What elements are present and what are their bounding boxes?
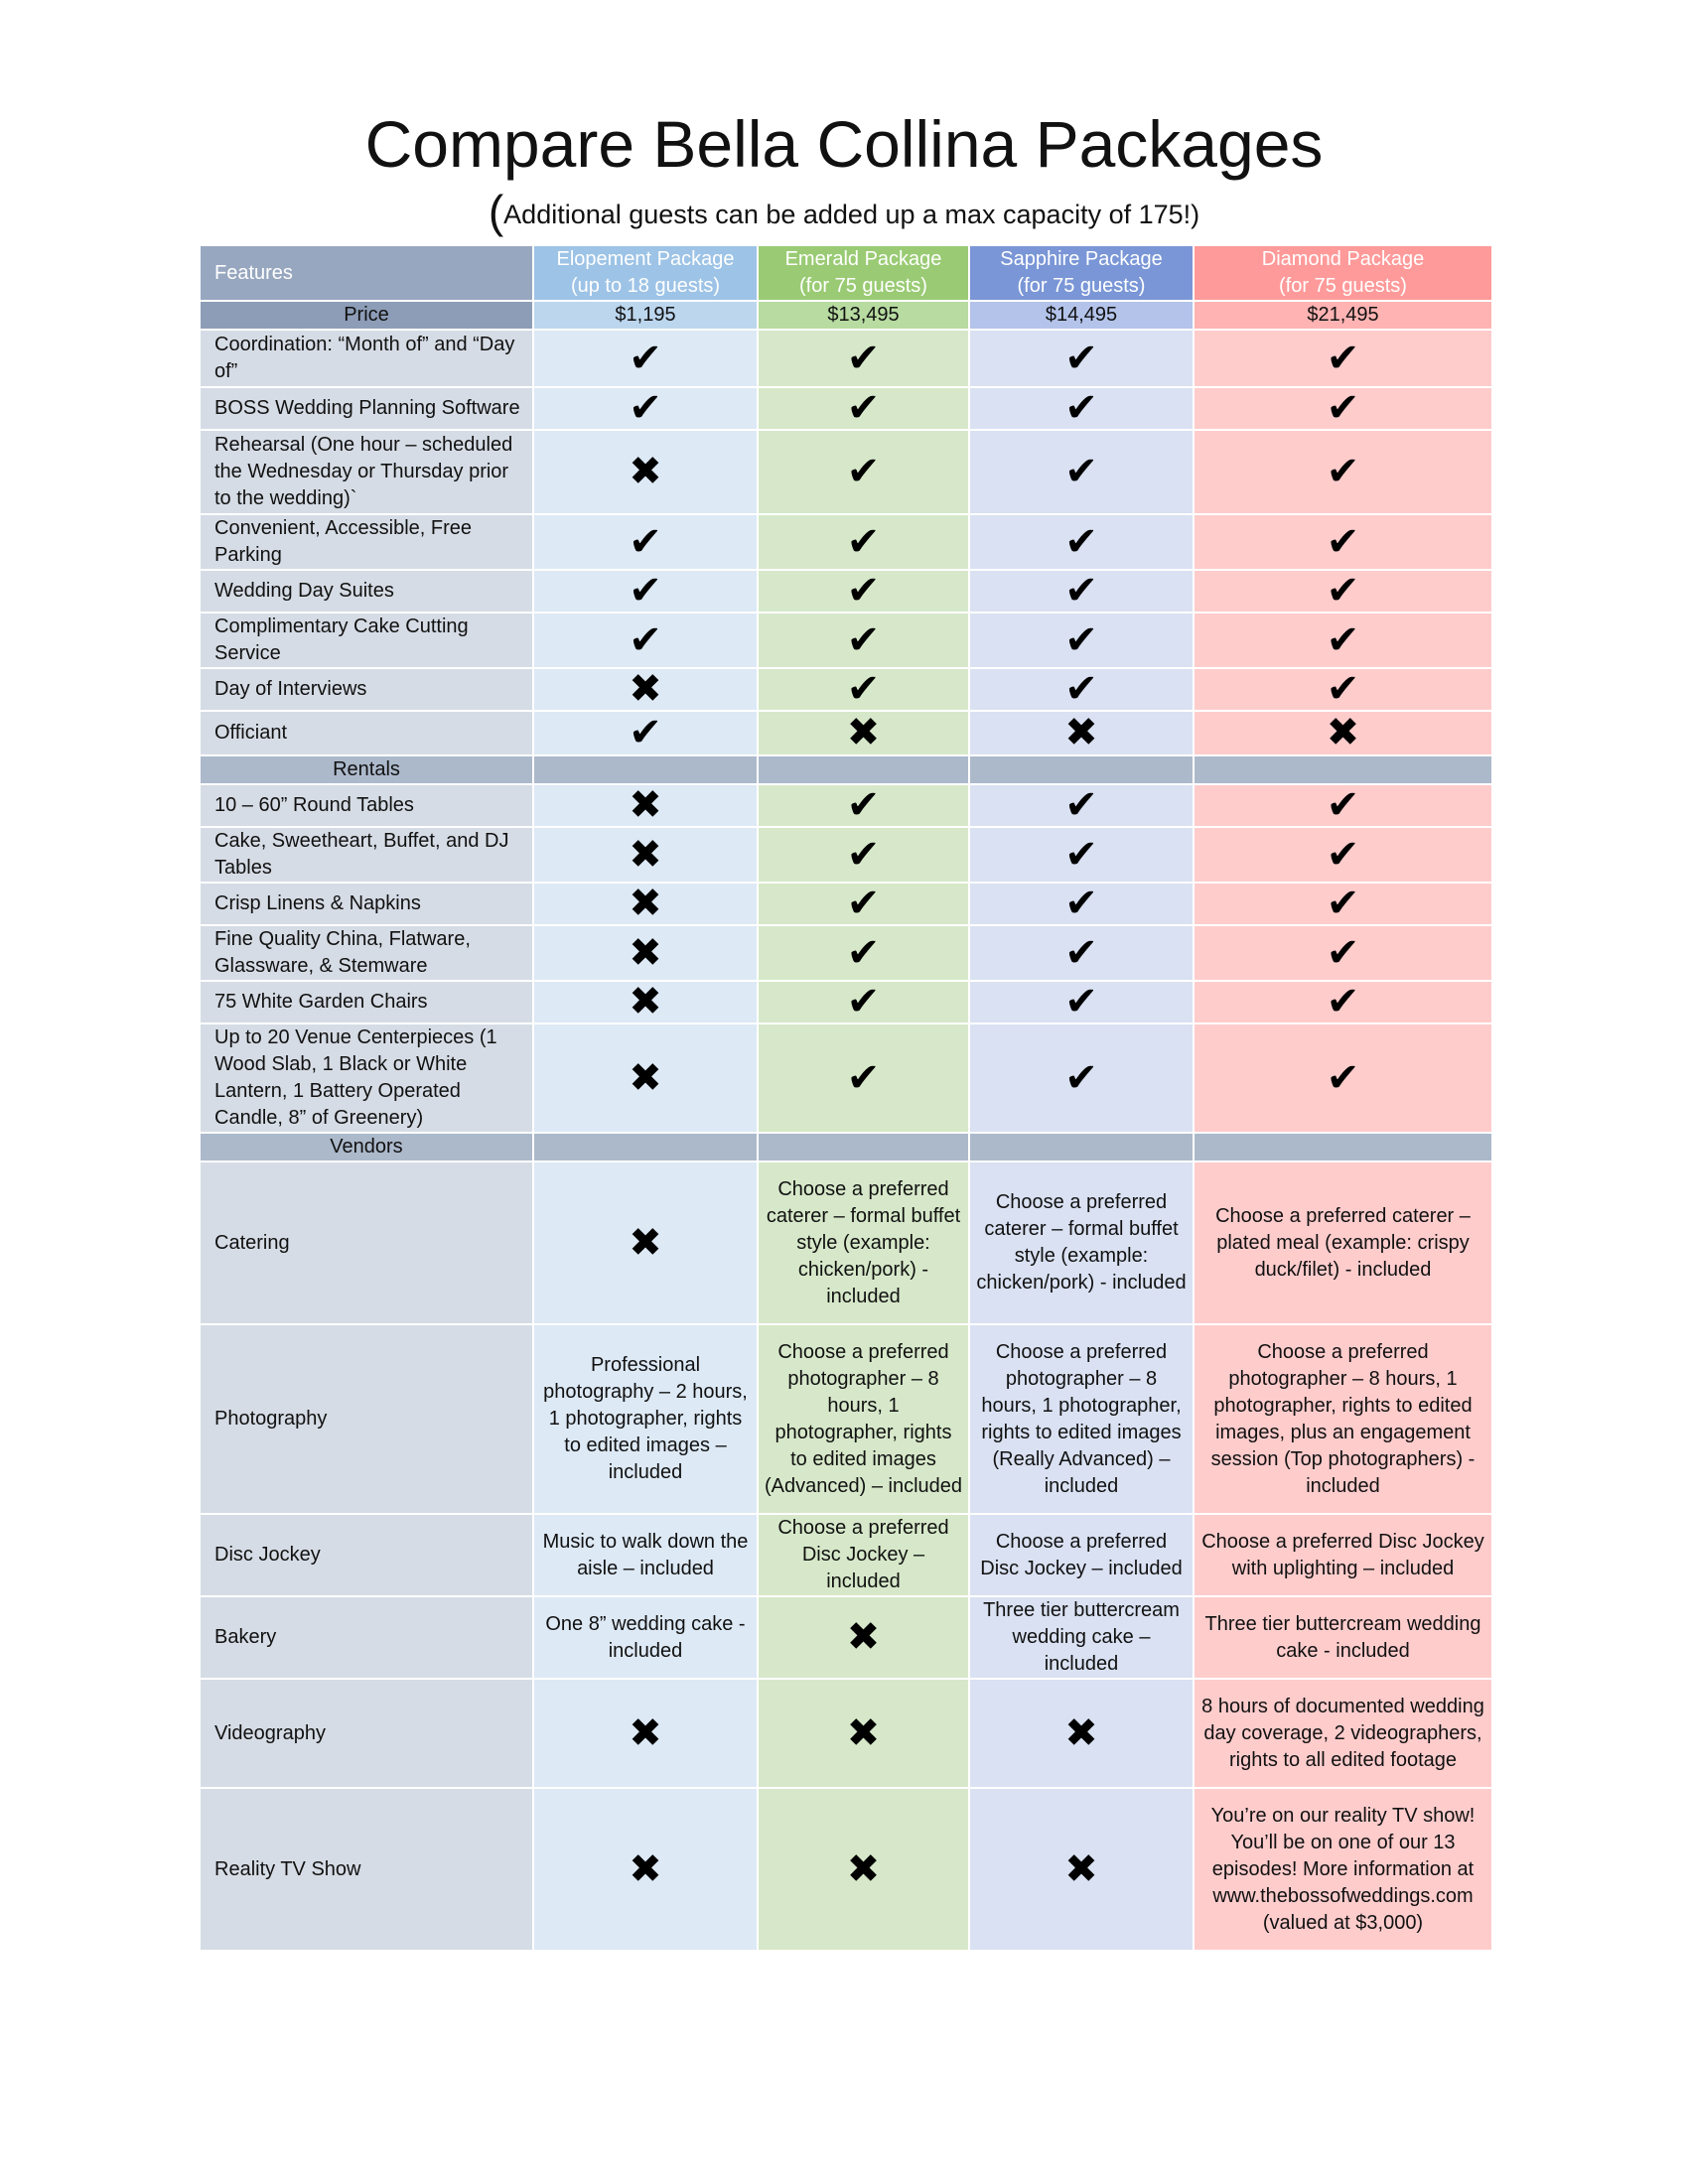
feature-cell [969,883,1194,925]
feature-cell [1194,330,1492,387]
table-row [200,784,1492,827]
feature-detail: Three tier buttercream wedding cake - included [1194,1596,1492,1679]
checkmark-icon: ✔ [1064,449,1098,494]
checkmark-icon: ✔ [629,335,662,381]
feature-cell [533,613,758,668]
elopement-header [533,245,758,301]
cross-icon: ✖ [629,831,662,878]
feature-cell [533,981,758,1024]
feature-cell [969,514,1194,570]
cross-icon: ✖ [629,1219,662,1266]
cross-icon: ✖ [1064,1709,1098,1756]
diamond-header [1194,245,1492,301]
feature-cell [758,668,969,711]
checkmark-icon: ✔ [1064,616,1098,663]
feature-cell [758,430,969,514]
package-name: Sapphire Package [1000,248,1163,270]
feature-label: Photography [200,1324,533,1514]
feature-cell [1194,570,1492,613]
feature-cell [1194,668,1492,711]
feature-cell [1194,1024,1492,1133]
checkmark-icon: ✔ [846,981,881,1024]
section-cell [533,1133,758,1161]
feature-cell [758,387,969,430]
feature-label: Catering [200,1161,533,1324]
table-row [200,1161,1492,1324]
checkmark-icon: ✔ [1326,981,1360,1024]
feature-detail: Choose a preferred photographer – 8 hours, 1 photographer, rights to edited images (Really Advanced) – included [969,1324,1194,1514]
checkmark-icon: ✔ [846,883,881,925]
checkmark-icon: ✔ [1326,449,1360,494]
checkmark-icon: ✔ [1326,831,1360,878]
feature-cell [969,570,1194,613]
subtitle-text: Additional guests can be added up a max capacity of 175!) [503,200,1200,229]
package-capacity: (for 75 guests) [1017,275,1146,297]
feature-cell [758,330,969,387]
section-cell [758,755,969,784]
feature-cell [758,514,969,570]
table-row [200,570,1492,613]
feature-cell [1194,981,1492,1024]
feature-cell [969,387,1194,430]
price-label: Price [200,301,533,330]
feature-cell [969,1679,1194,1788]
feature-detail: Music to walk down the aisle – included [533,1514,758,1596]
checkmark-icon: ✔ [1064,929,1098,976]
checkmark-icon: ✔ [846,570,881,613]
checkmark-icon: ✔ [846,1054,881,1101]
feature-label: BOSS Wedding Planning Software [200,387,533,430]
feature-cell [969,925,1194,981]
cross-icon: ✖ [629,883,662,925]
table-row [200,430,1492,514]
section-cell [969,755,1194,784]
table-row [200,1024,1492,1133]
feature-cell [533,883,758,925]
feature-cell [1194,430,1492,514]
feature-label: Crisp Linens & Napkins [200,883,533,925]
checkmark-icon: ✔ [846,831,881,878]
checkmark-icon: ✔ [1326,668,1360,711]
price-value: $13,495 [758,301,969,330]
checkmark-icon: ✔ [1064,981,1098,1024]
checkmark-icon: ✔ [1326,387,1360,430]
feature-label: Convenient, Accessible, Free Parking [200,514,533,570]
package-name: Diamond Package [1261,248,1425,270]
feature-detail: You’re on our reality TV show! You’ll be on one of our 13 episodes! More information at www.thebossofweddings.com (valued at $3,000) [1194,1788,1492,1951]
cross-icon: ✖ [629,981,662,1024]
section-row [200,1133,1492,1161]
checkmark-icon: ✔ [1064,570,1098,613]
checkmark-icon: ✔ [846,335,881,381]
checkmark-icon: ✔ [846,449,881,494]
feature-cell [758,1596,969,1679]
feature-cell [533,330,758,387]
feature-cell [969,668,1194,711]
feature-cell [758,827,969,883]
feature-cell [1194,784,1492,827]
feature-detail: Choose a preferred Disc Jockey – included [758,1514,969,1596]
table-row [200,613,1492,668]
cross-icon: ✖ [846,711,881,755]
feature-cell [533,430,758,514]
table-row [200,668,1492,711]
feature-cell [969,784,1194,827]
feature-cell [533,387,758,430]
feature-label: Coordination: “Month of” and “Day of” [200,330,533,387]
package-capacity: (for 75 guests) [1279,275,1407,297]
feature-label: Wedding Day Suites [200,570,533,613]
emerald-header [758,245,969,301]
subtitle [0,186,1688,237]
cross-icon: ✖ [846,1709,881,1756]
section-cell [969,1133,1194,1161]
feature-cell [533,1161,758,1324]
feature-cell [758,570,969,613]
checkmark-icon: ✔ [1064,1054,1098,1101]
section-cell [1194,755,1492,784]
feature-cell [969,981,1194,1024]
cross-icon: ✖ [629,784,662,827]
feature-cell [533,668,758,711]
feature-cell [758,883,969,925]
cross-icon: ✖ [846,1614,881,1660]
feature-cell [758,1679,969,1788]
page-title: Compare Bella Collina Packages [364,107,1324,181]
checkmark-icon: ✔ [846,929,881,976]
feature-detail: 8 hours of documented wedding day coverage, 2 videographers, rights to all edited footage [1194,1679,1492,1788]
feature-cell [758,613,969,668]
feature-cell [533,925,758,981]
sapphire-header [969,245,1194,301]
checkmark-icon: ✔ [1326,518,1360,565]
cross-icon: ✖ [629,1054,662,1101]
cross-icon: ✖ [629,929,662,976]
cross-icon: ✖ [629,1845,662,1892]
table-row [200,1679,1492,1788]
feature-cell [533,514,758,570]
feature-cell [533,1788,758,1951]
checkmark-icon: ✔ [846,668,881,711]
checkmark-icon: ✔ [1326,570,1360,613]
feature-cell [969,330,1194,387]
section-cell [758,1133,969,1161]
checkmark-icon: ✔ [1326,1054,1360,1101]
price-value: $14,495 [969,301,1194,330]
table-row [200,387,1492,430]
checkmark-icon: ✔ [1064,831,1098,878]
cross-icon: ✖ [629,449,662,494]
checkmark-icon: ✔ [846,784,881,827]
feature-cell [533,1024,758,1133]
feature-label: 75 White Garden Chairs [200,981,533,1024]
price-value: $21,495 [1194,301,1492,330]
feature-cell [533,827,758,883]
feature-cell [1194,827,1492,883]
feature-detail: Three tier buttercream wedding cake – included [969,1596,1194,1679]
feature-cell [758,1024,969,1133]
checkmark-icon: ✔ [629,711,662,755]
feature-cell [969,613,1194,668]
checkmark-icon: ✔ [629,387,662,430]
feature-cell [533,570,758,613]
feature-label: Up to 20 Venue Centerpieces (1 Wood Slab, 1 Black or White Lantern, 1 Battery Operated Candle, 8” of Greenery) [200,1024,533,1133]
feature-label: Bakery [200,1596,533,1679]
table-row [200,1788,1492,1951]
section-row [200,755,1492,784]
feature-cell [758,925,969,981]
checkmark-icon: ✔ [629,570,662,613]
feature-label: Disc Jockey [200,1514,533,1596]
table-row [200,514,1492,570]
checkmark-icon: ✔ [1326,335,1360,381]
table-row [200,925,1492,981]
section-label: Vendors [200,1133,533,1161]
table-row [200,827,1492,883]
checkmark-icon: ✔ [1064,518,1098,565]
feature-cell [969,827,1194,883]
price-value: $1,195 [533,301,758,330]
feature-cell [969,1024,1194,1133]
checkmark-icon: ✔ [1326,616,1360,663]
checkmark-icon: ✔ [629,616,662,663]
feature-detail: Choose a preferred caterer – formal buffet style (example: chicken/pork) - included [758,1161,969,1324]
feature-label: Cake, Sweetheart, Buffet, and DJ Tables [200,827,533,883]
table-row [200,981,1492,1024]
feature-cell [533,711,758,755]
feature-detail: Professional photography – 2 hours, 1 photographer, rights to edited images – included [533,1324,758,1514]
table-row [200,1514,1492,1596]
feature-cell [969,430,1194,514]
feature-cell [758,784,969,827]
feature-cell [1194,387,1492,430]
feature-cell [969,711,1194,755]
feature-detail: Choose a preferred caterer – formal buffet style (example: chicken/pork) - included [969,1161,1194,1324]
cross-icon: ✖ [1064,711,1098,755]
feature-detail: One 8” wedding cake -included [533,1596,758,1679]
checkmark-icon: ✔ [1064,335,1098,381]
price-row [200,301,1492,330]
feature-cell [533,1679,758,1788]
feature-detail: Choose a preferred caterer – plated meal (example: crispy duck/filet) - included [1194,1161,1492,1324]
feature-cell [969,1788,1194,1951]
cross-icon: ✖ [629,668,662,711]
feature-label: Videography [200,1679,533,1788]
feature-cell [533,784,758,827]
feature-detail: Choose a preferred Disc Jockey with uplighting – included [1194,1514,1492,1596]
package-name: Emerald Package [784,248,942,270]
cross-icon: ✖ [1326,711,1360,755]
feature-label: Day of Interviews [200,668,533,711]
subtitle-paren: ( [488,186,504,237]
checkmark-icon: ✔ [1064,784,1098,827]
cross-icon: ✖ [629,1709,662,1756]
feature-cell [1194,514,1492,570]
cross-icon: ✖ [1064,1845,1098,1892]
package-name: Elopement Package [556,248,735,270]
checkmark-icon: ✔ [1326,883,1360,925]
feature-label: Complimentary Cake Cutting Service [200,613,533,668]
section-cell [1194,1133,1492,1161]
feature-cell [758,711,969,755]
feature-cell [758,1788,969,1951]
package-capacity: (for 75 guests) [799,275,927,297]
checkmark-icon: ✔ [846,387,881,430]
checkmark-icon: ✔ [1326,929,1360,976]
feature-rows [200,330,1492,1951]
cross-icon: ✖ [846,1845,881,1892]
feature-detail: Choose a preferred photographer – 8 hours, 1 photographer, rights to edited images (Advanced) – included [758,1324,969,1514]
feature-cell [1194,883,1492,925]
checkmark-icon: ✔ [846,518,881,565]
feature-label: Officiant [200,711,533,755]
section-cell [533,755,758,784]
feature-label: Reality TV Show [200,1788,533,1951]
feature-label: Rehearsal (One hour – scheduled the Wednesday or Thursday prior to the wedding)` [200,430,533,514]
feature-detail: Choose a preferred photographer – 8 hours, 1 photographer, rights to edited images, plus an engagement session (Top photographers) - included [1194,1324,1492,1514]
table-row [200,711,1492,755]
checkmark-icon: ✔ [1064,883,1098,925]
table-row [200,883,1492,925]
checkmark-icon: ✔ [846,616,881,663]
header-row [200,245,1492,301]
package-comparison-table [199,244,1493,1952]
features-header: Features [200,245,533,301]
section-label: Rentals [200,755,533,784]
checkmark-icon: ✔ [1064,668,1098,711]
checkmark-icon: ✔ [1064,387,1098,430]
table-row [200,330,1492,387]
table-row [200,1596,1492,1679]
feature-detail: Choose a preferred Disc Jockey – included [969,1514,1194,1596]
feature-cell [1194,925,1492,981]
feature-cell [758,981,969,1024]
feature-label: 10 – 60” Round Tables [200,784,533,827]
feature-cell [1194,711,1492,755]
feature-cell [1194,613,1492,668]
checkmark-icon: ✔ [1326,784,1360,827]
table-row [200,1324,1492,1514]
checkmark-icon: ✔ [629,518,662,565]
package-capacity: (up to 18 guests) [570,275,721,297]
feature-label: Fine Quality China, Flatware, Glassware, & Stemware [200,925,533,981]
